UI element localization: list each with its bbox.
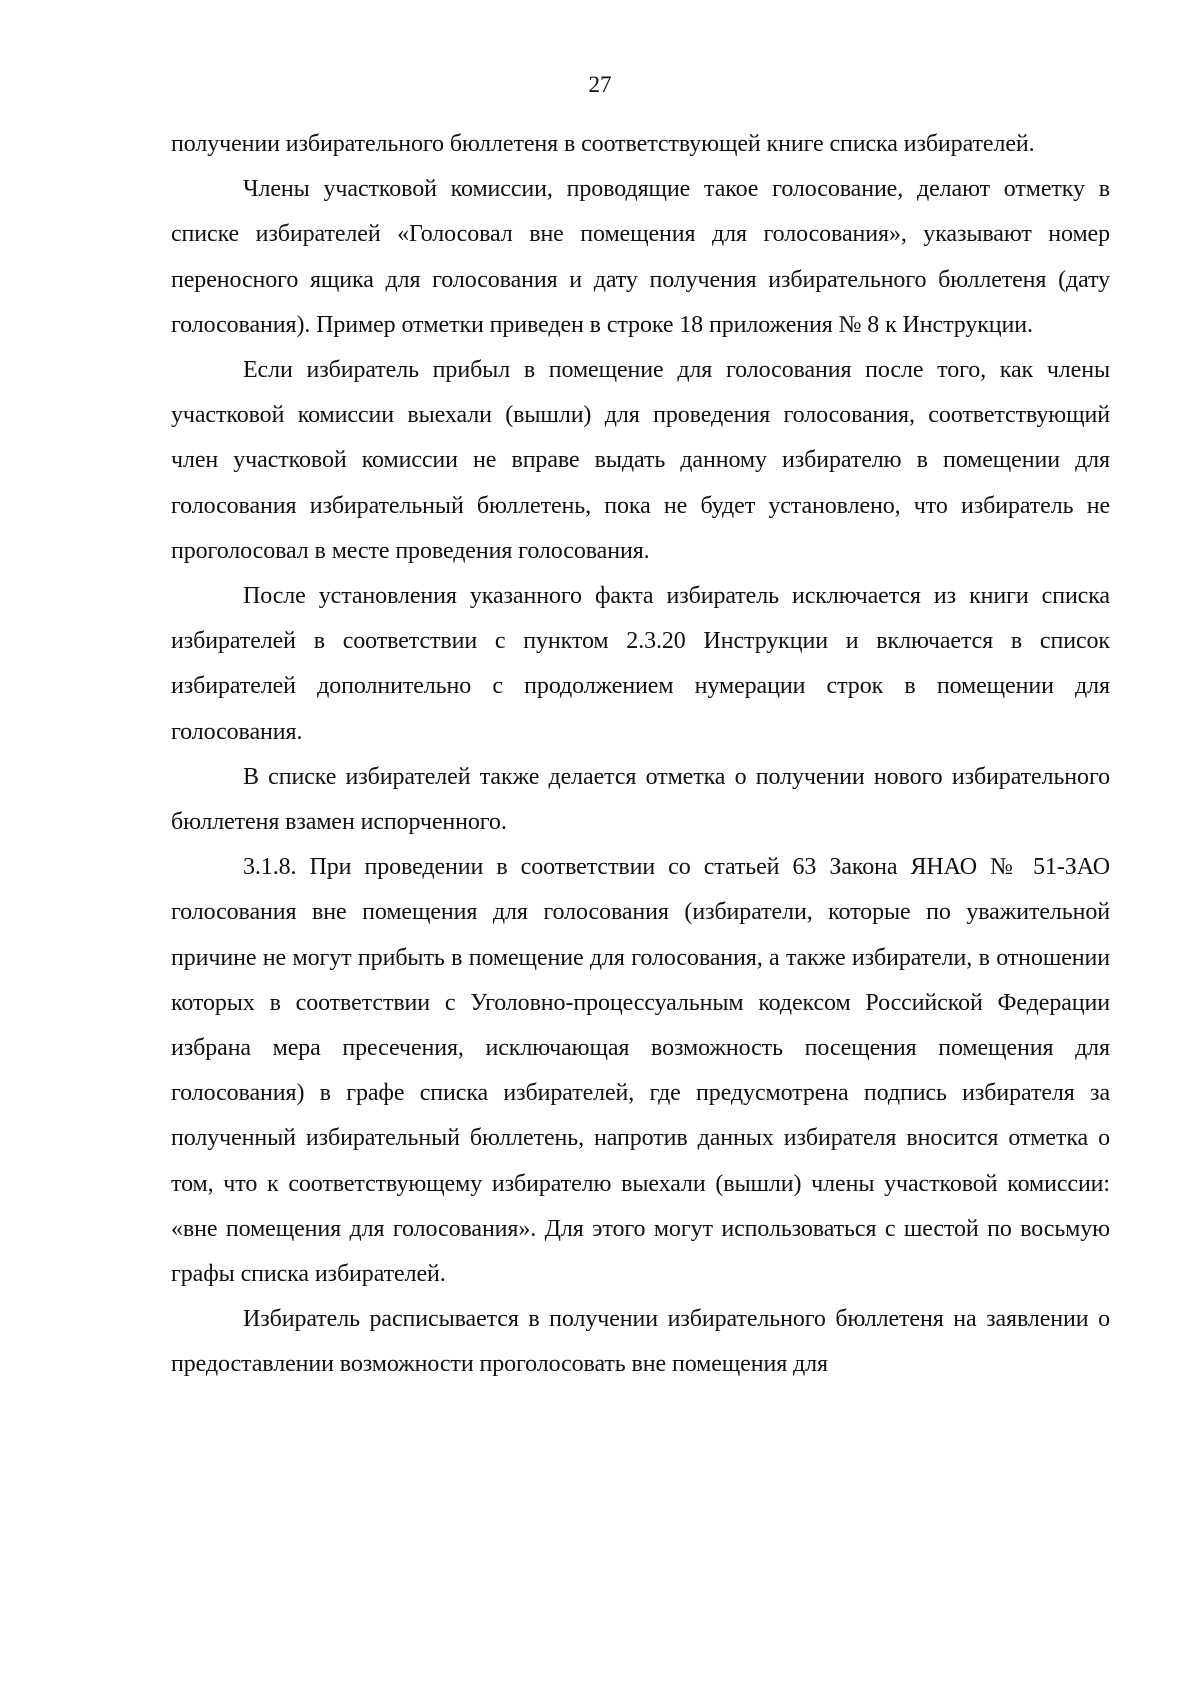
paragraph-late-voter: Если избиратель прибыл в помещение для голосования после того, как члены участковой комиссии выехали (вышли) для проведения голосования, соответствующий член участковой комиссии не вправе выдать данному избирателю в помещении для голосования избирательный бюллетень, пока не будет установлено, что избиратель не проголосовал в месте проведения голосования. <box>171 357 1110 564</box>
paragraph-exclusion: После установления указанного факта избиратель исключается из книги списка избирателей в соответствии с пунктом 2.3.20 Инструкции и включается в список избирателей дополнительно с продолжением нумерации строк в помещении для голосования. <box>171 583 1110 745</box>
paragraph-section-3-1-8: 3.1.8. При проведении в соответствии со статьей 63 Закона ЯНАО № 51-ЗАО голосования вне помещения для голосования (избиратели, которые по уважительной причине не могут прибыть в помещение для голосования, а также избиратели, в отношении которых в соответствии с Уголовно-процессуальным кодексом Российской Федерации избрана мера пресечения, исключающая возможность посещения помещения для голосования) в графе списка избирателей, где предусмотрена подпись избирателя за полученный избирательный бюллетень, напротив данных избирателя вносится отметка о том, что к соответствующему избирателю выехали (вышли) члены участковой комиссии: «вне помещения для голосования». Для этого могут использоваться с шестой по восьмую графы списка избирателей. <box>171 854 1110 1288</box>
document-body <box>171 122 1110 1388</box>
paragraph-new-ballot: В списке избирателей также делается отметка о получении нового избирательного бюллетеня взамен испорченного. <box>171 763 1110 836</box>
page-number: 27 <box>588 72 612 97</box>
paragraph-continuation: получении избирательного бюллетеня в соответствующей книге списка избирателей. <box>171 131 1035 157</box>
paragraph-commission-marks: Члены участковой комиссии, проводящие такое голосование, делают отметку в списке избирателей «Голосовал вне помещения для голосования», указывают номер переносного ящика для голосования и дату получения избирательного бюллетеня (дату голосования). Пример отметки приведен в строке 18 приложения № 8 к Инструкции. <box>171 176 1110 338</box>
paragraph-voter-signs: Избиратель расписывается в получении избирательного бюллетеня на заявлении о предоставлении возможности проголосовать вне помещения для <box>171 1306 1110 1378</box>
